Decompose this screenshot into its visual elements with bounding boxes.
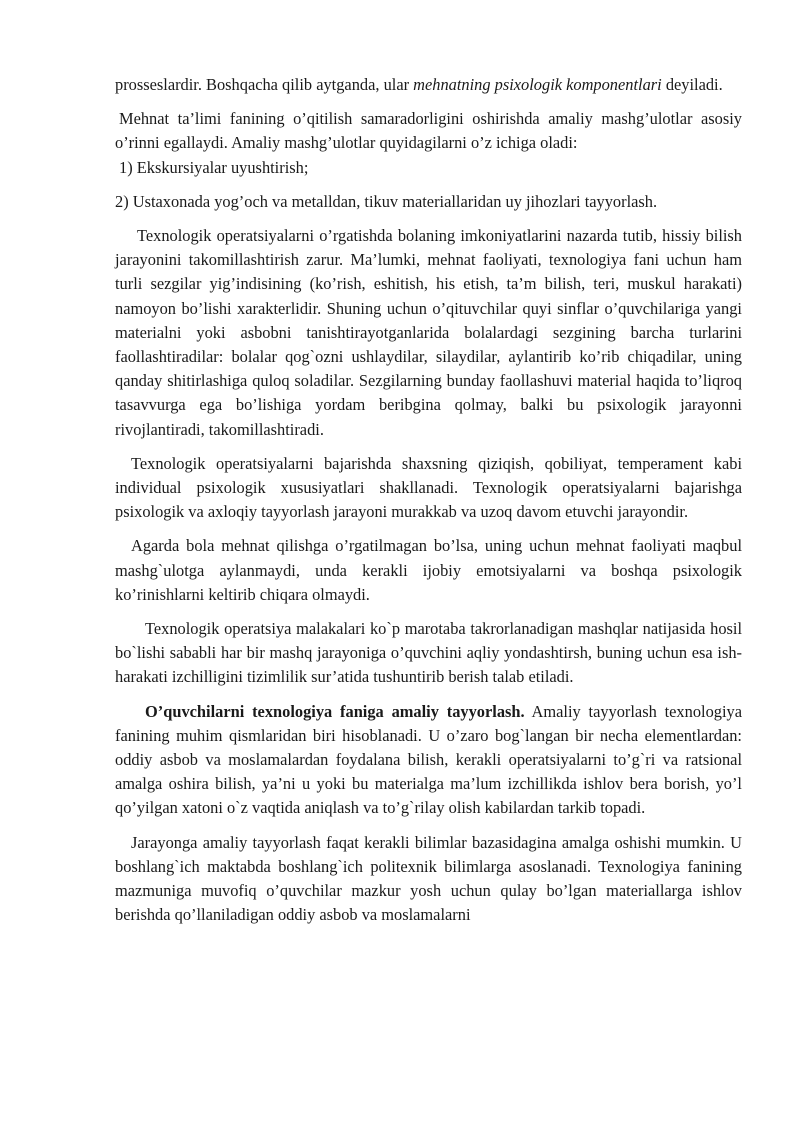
paragraph-skills-text: Texnologik operatsiya malakalari ko`p marotaba takrorlanadigan mashqlar natijasida hosil bo`lishi sababli har bir mashq jarayoniga o’quvchini aqliy yondashtirsh, buning uchun esa ish-harakati izchilligini tizimlilik sur’atida tushuntirib berish talab etiladi. <box>115 619 742 687</box>
paragraph-intro <box>115 73 742 97</box>
paragraph-individual-traits-text: Texnologik operatsiyalarni bajarishda shaxsning qiziqish, qobiliyat, temperament kabi individual psixologik xususiyatlari shakllanadi. Texnologik operatsiyalarni bajarishga psixologik va axloqiy tayyorlash jarayoni murakkab va uzoq davom etuvchi jarayondir. <box>115 453 742 522</box>
emphasis-term: mehnatning psixologik komponentlari <box>413 75 662 94</box>
paragraph-practical-preparation <box>115 700 742 821</box>
paragraph-individual-traits <box>115 452 742 525</box>
list-item-workshop-text: 2) Ustaxonada yog’och va metalldan, tikuv materiallaridan uy jihozlari tayyorlash. <box>115 191 658 211</box>
section-heading: O’quvchilarni texnologiya faniga amaliy tayyorlash. <box>145 701 525 721</box>
list-item-workshop <box>115 190 742 214</box>
paragraph-intro-text: prosseslardir. Boshqacha qilib aytganda, ular <box>115 75 414 94</box>
paragraph-sensory <box>115 224 742 442</box>
paragraph-labor-habit-text: Agarda bola mehnat qilishga o’rgatilmagan bo’lsa, uning uchun mehnat faoliyati maqbul mashg`ulotga aylanmaydi, unda kerakli ijobiy emotsiyalarni va boshqa psixologik ko’rinishlarni keltirib chiqara olmaydi. <box>115 536 742 604</box>
paragraph-intro-end: deyiladi. <box>661 75 723 94</box>
paragraph-practical-preparation-text: Amaliy tayyorlash texnologiya fanining muhim qismlaridan biri hisoblanadi. U o’zaro bog`langan bir necha elementlardan: oddiy asbob va moslamalardan foydalana bilish, kerakli operatsiyalarni to’g`ri va ratsional amalga oshira bilish, ya’ni u yoki bu materialga ma’lum izchillikda ishlov bera borish, yo’l qo’yilgan xatoni o`z vaqtida aniqlash va to’g`rilay olish kabilardan tarkib topadi. <box>115 701 742 818</box>
paragraph-knowledge-base-text: Jarayonga amaliy tayyorlash faqat kerakli bilimlar bazasidagina amalga oshishi mumkin. U boshlang`ich maktabda boshlang`ich politexnik bilimlarga asoslanadi. Texnologiya fanining mazmuniga muvofiq o’quvchilar mazkur yosh uchun qulay bo’lgan materiallarga ishlov berishda qo’llaniladigan oddiy asbob va moslamalarni <box>115 832 742 925</box>
paragraph-knowledge-base <box>115 831 742 928</box>
paragraph-skills <box>115 617 742 690</box>
paragraph-labor-habit <box>115 534 742 607</box>
paragraph-sensory-text: Texnologik operatsiyalarni o’rgatishda bolaning imkoniyatlarini nazarda tutib, hissiy bilish jarayonini takomillashtirish zarur. Ma’lumki, mehnat faoliyati, texnologiya fani uchun ham turli sezgilar yig’indisining (ko’rish, eshitish, his etish, ta’m bilish, teri, muskul harakati) namoyon bo’lishi xarakterlidir. Shuning uchun o’qituvchilar quyi sinflar o’quvchilariga yangi materialni yoki asbobni tanishtirayotganlarida bolalardagi sezgining barcha turlarini faollashtiradilar: bolalar qog`ozni ushlaydilar, silaydilar, aylantirib ko’rib chiqadilar, uning qanday shitirlashiga quloq soladilar. Sezgilarning bunday faollashuvi material haqida to’liqroq tasavvurga ega bo’lishiga yordam beribgina qolmay, balki bu psixologik jarayonni rivojlantiradi, takomillashtiradi. <box>115 226 742 439</box>
paragraph-practical-lessons-text: Mehnat ta’limi fanining o’qitilish samaradorligini oshirishda amaliy mashg’ulotlar asosiy o’rinni egallaydi. Amaliy mashg’ulotlar quyidagilarni o’z ichiga oladi: <box>115 109 742 153</box>
list-item-excursions: 1) Ekskursiyalar uyushtirish; <box>119 157 309 177</box>
paragraph-practical-lessons <box>115 107 742 180</box>
